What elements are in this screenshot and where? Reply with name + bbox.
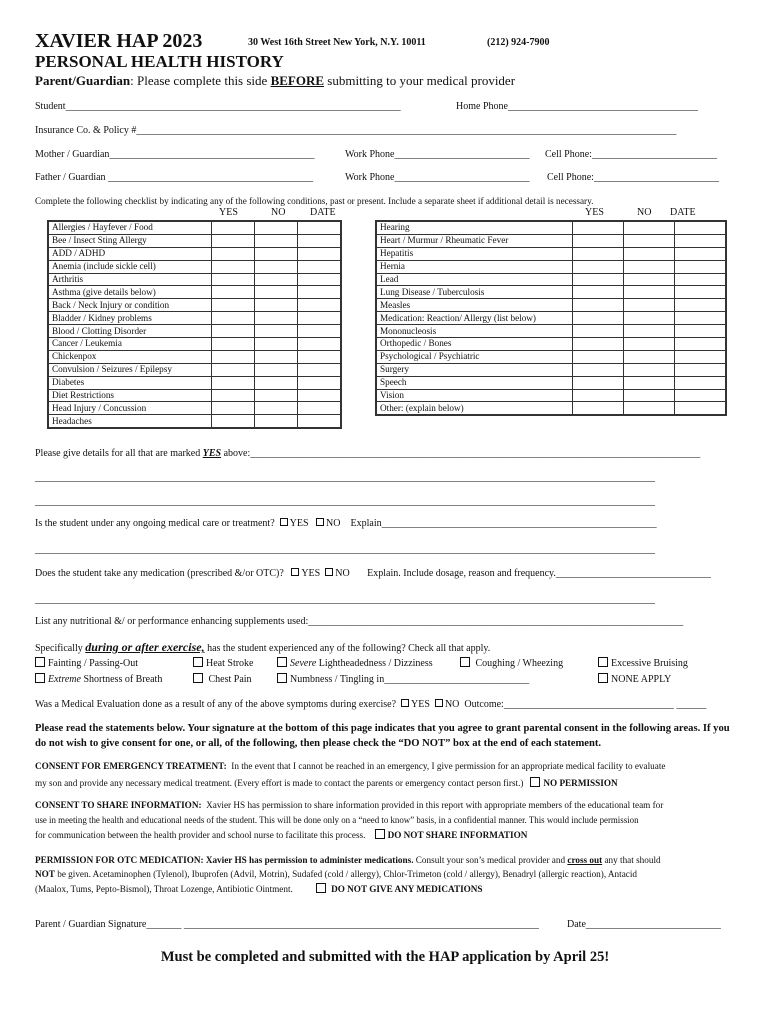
left-row [48, 415, 341, 428]
right-row [376, 363, 726, 376]
details-tail: above: [221, 448, 251, 459]
exercise-emph: during or after exercise, [85, 640, 205, 654]
instruction-lead: Parent/Guardian [35, 73, 131, 88]
left-date-cell[interactable] [298, 338, 342, 351]
do-not-share-label: DO NOT SHARE INFORMATION [387, 830, 528, 840]
left-row [48, 389, 341, 402]
right-row [376, 325, 726, 338]
right-no-cell[interactable] [624, 389, 675, 402]
right-col-date: DATE [670, 207, 696, 218]
right-row [376, 312, 726, 325]
left-row [48, 325, 341, 338]
right-row [376, 234, 726, 247]
home-phone-field[interactable]: Home Phone______________________________________ [456, 101, 698, 112]
right-no-cell[interactable] [624, 402, 675, 415]
right-row [376, 273, 726, 286]
right-date-cell[interactable] [675, 234, 727, 247]
otc-body1b: any that should [602, 855, 661, 865]
left-condition-label: Diet Restrictions [48, 389, 212, 402]
option-shortness[interactable] [35, 673, 162, 685]
no-permission-label: NO PERMISSION [543, 778, 618, 788]
right-condition-label: Heart / Murmur / Rheumatic Fever [376, 234, 573, 247]
cell-phone-label: Cell Phone: [547, 172, 594, 183]
exercise-tail: has the student experienced any of the following? Check all that apply. [204, 643, 491, 654]
right-no-cell[interactable] [624, 350, 675, 363]
checkbox-icon[interactable] [598, 673, 608, 683]
left-no-cell[interactable] [255, 234, 298, 247]
ongoing-care-question: Is the student under any ongoing medical care or treatment? [35, 518, 275, 529]
medication-question: Does the student take any medication (prescribed &/or OTC)? [35, 568, 284, 579]
details-emph: YES [202, 448, 222, 459]
option-severe-label: Lightheadedness / Dizziness [316, 658, 433, 669]
left-condition-label: Cancer / Leukemia [48, 338, 212, 351]
right-yes-cell[interactable] [573, 350, 624, 363]
ongoing-yes-checkbox[interactable] [280, 518, 288, 526]
left-yes-cell[interactable] [212, 389, 255, 402]
left-conditions-table [47, 220, 342, 429]
left-date-cell[interactable] [298, 260, 342, 273]
left-date-cell[interactable] [298, 325, 342, 338]
left-condition-label: Bee / Insect Sting Allergy [48, 234, 212, 247]
medication-no-label: NO [335, 568, 350, 579]
exercise-question [35, 640, 490, 655]
otc-cross-out: cross out [567, 855, 603, 865]
right-condition-label: Psychological / Psychiatric [376, 350, 573, 363]
right-row [376, 299, 726, 312]
option-numbness[interactable]: Numbness / Tingling in_____________________________ [277, 673, 529, 685]
left-date-cell[interactable] [298, 376, 342, 389]
left-condition-label: Asthma (give details below) [48, 286, 212, 299]
emergency-title: CONSENT FOR EMERGENCY TREATMENT: [35, 761, 227, 771]
left-date-cell[interactable] [298, 286, 342, 299]
ongoing-explain-input[interactable]: _______________________________________________________ [381, 518, 657, 529]
left-no-cell[interactable] [255, 325, 298, 338]
medication-yes-checkbox[interactable] [291, 568, 299, 576]
option-lightheadedness[interactable] [277, 657, 433, 669]
medication-line-2[interactable]: ____________________________________________________________________________________________________________________________ [35, 594, 655, 605]
otc-body1c: be given. Acetaminophen (Tylenol), Ibuprofen (Advil, Motrin), Sudafed (cold / allergy), Chlor-Trimeton (cold / allergy), Benadryl (allergic reaction), Antacid [54, 869, 638, 879]
right-condition-label: Mononucleosis [376, 325, 573, 338]
option-chest-label: Chest Pain [208, 674, 252, 685]
right-yes-cell[interactable] [573, 363, 624, 376]
do-not-share-checkbox[interactable] [375, 829, 385, 839]
right-yes-cell[interactable] [573, 389, 624, 402]
exercise-lead: Specifically [35, 643, 86, 654]
right-condition-label: Hernia [376, 260, 573, 273]
left-no-cell[interactable] [255, 338, 298, 351]
right-condition-label: Measles [376, 299, 573, 312]
instruction-tail: submitting to your medical provider [324, 73, 516, 88]
checkbox-icon[interactable] [35, 657, 45, 667]
medication-explain-label: Explain. Include dosage, reason and frequency. [367, 568, 556, 579]
option-bruising[interactable] [598, 657, 688, 669]
left-no-cell[interactable] [255, 221, 298, 234]
checkbox-icon[interactable] [277, 657, 287, 667]
right-condition-label: Vision [376, 389, 573, 402]
checkbox-icon[interactable] [598, 657, 608, 667]
right-yes-cell[interactable] [573, 234, 624, 247]
left-no-cell[interactable] [255, 247, 298, 260]
right-date-cell[interactable] [675, 273, 727, 286]
left-row [48, 402, 341, 415]
evaluation-row [35, 699, 706, 710]
right-no-cell[interactable] [624, 247, 675, 260]
right-date-cell[interactable] [675, 221, 727, 234]
left-date-cell[interactable] [298, 415, 342, 428]
right-no-cell[interactable] [624, 260, 675, 273]
left-row [48, 273, 341, 286]
left-row [48, 312, 341, 325]
right-date-cell[interactable] [675, 363, 727, 376]
left-date-cell[interactable] [298, 234, 342, 247]
work-phone-label: Work Phone [345, 149, 395, 160]
details-field[interactable]: Please give details for all that are marked YES above:__________________________________________________________________________________________ [35, 448, 701, 459]
left-yes-cell[interactable] [212, 221, 255, 234]
right-condition-label: Surgery [376, 363, 573, 376]
right-no-cell[interactable] [624, 363, 675, 376]
left-date-cell[interactable] [298, 299, 342, 312]
right-no-cell[interactable] [624, 312, 675, 325]
insurance-field[interactable]: Insurance Co. & Policy #____________________________________________________________________________________________________________ [35, 125, 677, 136]
right-row [376, 221, 726, 234]
option-none-label: NONE APPLY [611, 674, 672, 685]
option-coughing-label: Coughing / Wheezing [475, 658, 564, 669]
right-date-cell[interactable] [675, 350, 727, 363]
left-no-cell[interactable] [255, 415, 298, 428]
consent-share-line2 [35, 815, 639, 825]
right-condition-label: Other: (explain below) [376, 402, 573, 415]
mother-label: Mother / Guardian [35, 149, 110, 160]
left-condition-label: Diabetes [48, 376, 212, 389]
left-col-date: DATE [310, 207, 336, 218]
evaluation-no-checkbox[interactable] [435, 699, 443, 707]
mother-cell-phone-field[interactable]: Cell Phone:_________________________ [545, 149, 717, 160]
consent-intro: Please read the statements below. Your signature at the bottom of this page indicates that you agree to grant parental consent in the following areas. If you do not wish to give consent for one, or all, of the following, then please check the “DO NOT” box at the end of each statement. [35, 723, 730, 749]
right-col-yes: YES [585, 207, 604, 218]
left-yes-cell[interactable] [212, 325, 255, 338]
ongoing-no-checkbox[interactable] [316, 518, 324, 526]
left-condition-label: Convulsion / Seizures / Epilepsy [48, 363, 212, 376]
no-permission-checkbox[interactable] [530, 777, 540, 787]
right-date-cell[interactable] [675, 247, 727, 260]
right-no-cell[interactable] [624, 376, 675, 389]
details-line-2[interactable]: ____________________________________________________________________________________________________________________________ [35, 472, 655, 483]
consent-emergency-line1 [35, 761, 665, 771]
option-severe-emph: Severe [290, 658, 317, 669]
father-cell-phone-field[interactable]: Cell Phone:_________________________ [547, 172, 719, 183]
right-date-cell[interactable] [675, 312, 727, 325]
otc-body2: (Maalox, Tums, Pepto-Bismol), Throat Lozenge, Antibiotic Ointment. [35, 884, 293, 894]
details-lead: Please give details for all that are marked [35, 448, 203, 459]
left-row [48, 376, 341, 389]
medication-yes-label: YES [301, 568, 321, 579]
supplements-label: List any nutritional &/ or performance enhancing supplements used: [35, 616, 309, 627]
student-field[interactable]: Student___________________________________________________________________ [35, 101, 401, 112]
left-yes-cell[interactable] [212, 234, 255, 247]
left-yes-cell[interactable] [212, 376, 255, 389]
right-condition-label: Hepatitis [376, 247, 573, 260]
signature-label: Parent / Guardian Signature [35, 919, 147, 930]
right-row [376, 247, 726, 260]
left-row [48, 260, 341, 273]
right-yes-cell[interactable] [573, 299, 624, 312]
home-phone-label: Home Phone [456, 101, 508, 112]
consent-otc-line1 [35, 855, 661, 865]
cell-phone-label: Cell Phone: [545, 149, 592, 160]
evaluation-outcome-input[interactable]: __________________________________ ______ [503, 699, 707, 710]
left-row [48, 247, 341, 260]
right-col-no: NO [637, 207, 652, 218]
left-date-cell[interactable] [298, 363, 342, 376]
left-col-no: NO [271, 207, 286, 218]
father-field[interactable]: Father / Guardian _________________________________________ [35, 172, 314, 183]
left-condition-label: Back / Neck Injury or condition [48, 299, 212, 312]
medication-row [35, 568, 711, 579]
left-condition-label: Allergies / Hayfever / Food [48, 221, 212, 234]
right-yes-cell[interactable] [573, 247, 624, 260]
mother-work-phone-field[interactable]: Work Phone___________________________ [345, 149, 530, 160]
checkbox-icon[interactable] [35, 673, 45, 683]
option-chest-pain[interactable] [193, 673, 252, 685]
checklist-instruction: Complete the following checklist by indicating any of the following conditions, past or present. Include a separate sheet if additional detail is necessary. [35, 196, 594, 206]
right-date-cell[interactable] [675, 338, 727, 351]
do-not-give-checkbox[interactable] [316, 883, 326, 893]
student-label: Student [35, 101, 66, 112]
mother-field[interactable]: Mother / Guardian_________________________________________ [35, 149, 315, 160]
supplements-field[interactable]: List any nutritional &/ or performance enhancing supplements used:___________________________________________________________________________ [35, 616, 684, 627]
otc-not: NOT [35, 869, 55, 879]
right-yes-cell[interactable] [573, 402, 624, 415]
work-phone-label: Work Phone [345, 172, 395, 183]
right-yes-cell[interactable] [573, 338, 624, 351]
right-condition-label: Lung Disease / Tuberculosis [376, 286, 573, 299]
left-yes-cell[interactable] [212, 273, 255, 286]
right-row [376, 389, 726, 402]
left-condition-label: Bladder / Kidney problems [48, 312, 212, 325]
left-row [48, 299, 341, 312]
insurance-label: Insurance Co. & Policy # [35, 125, 137, 136]
right-date-cell[interactable] [675, 376, 727, 389]
consent-emergency-line2 [35, 777, 618, 788]
right-row [376, 402, 726, 415]
consent-share-line1 [35, 800, 663, 810]
left-yes-cell[interactable] [212, 415, 255, 428]
otc-body1a: Consult your son’s medical provider and [413, 855, 568, 865]
evaluation-no-label: NO [444, 699, 460, 710]
right-row [376, 286, 726, 299]
share-body3: for communication between the health provider and school nurse to facilitate this process. [35, 830, 366, 840]
ongoing-no-label: NO [326, 518, 341, 529]
right-date-cell[interactable] [675, 389, 727, 402]
school-phone: (212) 924-7900 [487, 37, 550, 48]
right-no-cell[interactable] [624, 273, 675, 286]
right-no-cell[interactable] [624, 221, 675, 234]
otc-title: PERMISSION FOR OTC MEDICATION: Xavier HS has permission to administer medications. [35, 855, 414, 865]
option-none-apply[interactable] [598, 673, 671, 685]
consent-share-line3 [35, 829, 527, 840]
checkbox-icon[interactable] [193, 673, 203, 683]
instruction-emph: BEFORE [270, 73, 325, 88]
form-title: XAVIER HAP 2023 [35, 30, 203, 52]
ongoing-explain-label: Explain [350, 518, 382, 529]
right-no-cell[interactable] [624, 325, 675, 338]
signature-field[interactable]: Parent / Guardian Signature_______ _______________________________________________________________________ [35, 919, 539, 930]
right-row [376, 260, 726, 273]
right-date-cell[interactable] [675, 325, 727, 338]
left-no-cell[interactable] [255, 402, 298, 415]
left-no-cell[interactable] [255, 376, 298, 389]
option-coughing[interactable] [460, 657, 563, 669]
option-numbness-label: Numbness / Tingling in [290, 674, 385, 685]
father-work-phone-field[interactable]: Work Phone___________________________ [345, 172, 530, 183]
left-yes-cell[interactable] [212, 312, 255, 325]
left-condition-label: Headaches [48, 415, 212, 428]
right-date-cell[interactable] [675, 260, 727, 273]
left-date-cell[interactable] [298, 221, 342, 234]
share-body1: Xavier HS has permission to share information provided in this report with appropriate members of the educational team for [206, 800, 664, 810]
father-label: Father / Guardian [35, 172, 109, 183]
left-no-cell[interactable] [255, 363, 298, 376]
left-date-cell[interactable] [298, 312, 342, 325]
emergency-body1: In the event that I cannot be reached in an emergency, I give permission for an appropriate medical facility to evaluate [231, 761, 666, 771]
consent-otc-line3 [35, 883, 483, 894]
right-yes-cell[interactable] [573, 273, 624, 286]
checkbox-icon[interactable] [193, 657, 203, 667]
option-extreme-emph: Extreme [48, 674, 81, 685]
left-row [48, 221, 341, 234]
left-no-cell[interactable] [255, 299, 298, 312]
date-field[interactable]: Date___________________________ [567, 919, 721, 930]
right-date-cell[interactable] [675, 286, 727, 299]
left-yes-cell[interactable] [212, 286, 255, 299]
right-date-cell[interactable] [675, 402, 727, 415]
form-subtitle: PERSONAL HEALTH HISTORY [35, 52, 284, 71]
left-no-cell[interactable] [255, 286, 298, 299]
evaluation-yes-label: YES [411, 699, 430, 710]
option-heat-label: Heat Stroke [206, 658, 254, 669]
medication-no-checkbox[interactable] [325, 568, 333, 576]
left-yes-cell[interactable] [212, 247, 255, 260]
left-no-cell[interactable] [255, 273, 298, 286]
right-yes-cell[interactable] [573, 286, 624, 299]
option-bruising-label: Excessive Bruising [611, 658, 688, 669]
option-heat-stroke[interactable] [193, 657, 254, 669]
parent-instruction [35, 73, 515, 89]
share-title: CONSENT TO SHARE INFORMATION: [35, 800, 202, 810]
left-condition-label: Head Injury / Concussion [48, 402, 212, 415]
consent-otc-line2 [35, 869, 637, 879]
ongoing-yes-label: YES [289, 518, 309, 529]
right-yes-cell[interactable] [573, 312, 624, 325]
right-row [376, 376, 726, 389]
option-fainting[interactable] [35, 657, 138, 669]
right-condition-label: Hearing [376, 221, 573, 234]
school-address: 30 West 16th Street New York, N.Y. 10011 [248, 37, 426, 48]
right-no-cell[interactable] [624, 286, 675, 299]
evaluation-question: Was a Medical Evaluation done as a result of any of the above symptoms during exercise? [35, 699, 397, 710]
left-no-cell[interactable] [255, 260, 298, 273]
right-date-cell[interactable] [675, 299, 727, 312]
right-yes-cell[interactable] [573, 221, 624, 234]
ongoing-line-2[interactable]: ____________________________________________________________________________________________________________________________ [35, 544, 655, 555]
left-no-cell[interactable] [255, 312, 298, 325]
right-yes-cell[interactable] [573, 376, 624, 389]
left-yes-cell[interactable] [212, 402, 255, 415]
right-yes-cell[interactable] [573, 260, 624, 273]
left-no-cell[interactable] [255, 350, 298, 363]
left-condition-label: Arthritis [48, 273, 212, 286]
checkbox-icon[interactable] [460, 657, 470, 667]
left-date-cell[interactable] [298, 247, 342, 260]
evaluation-outcome-label: Outcome: [464, 699, 504, 710]
right-row [376, 350, 726, 363]
left-row [48, 350, 341, 363]
left-date-cell[interactable] [298, 273, 342, 286]
left-row [48, 338, 341, 351]
share-body2: use in meeting the health and educational needs of the student. This will be done only on a “need to know” basis, in a confidential manner. This would include permission [35, 815, 639, 825]
instruction-mid: : Please complete this side [130, 73, 271, 88]
left-no-cell[interactable] [255, 389, 298, 402]
right-no-cell[interactable] [624, 338, 675, 351]
left-row [48, 363, 341, 376]
option-fainting-label: Fainting / Passing-Out [48, 658, 139, 669]
evaluation-yes-checkbox[interactable] [401, 699, 409, 707]
date-label: Date [567, 919, 586, 930]
medication-explain-input[interactable]: _______________________________ [555, 568, 711, 579]
left-row [48, 286, 341, 299]
left-yes-cell[interactable] [212, 260, 255, 273]
left-condition-label: Chickenpox [48, 350, 212, 363]
left-condition-label: Anemia (include sickle cell) [48, 260, 212, 273]
footer-deadline: Must be completed and submitted with the HAP application by April 25! [160, 949, 610, 965]
left-yes-cell[interactable] [212, 299, 255, 312]
left-date-cell[interactable] [298, 402, 342, 415]
checkbox-icon[interactable] [277, 673, 287, 683]
right-no-cell[interactable] [624, 234, 675, 247]
right-condition-label: Medication: Reaction/ Allergy (list below) [376, 312, 573, 325]
right-condition-label: Orthopedic / Bones [376, 338, 573, 351]
right-condition-label: Speech [376, 376, 573, 389]
left-yes-cell[interactable] [212, 363, 255, 376]
do-not-give-label: DO NOT GIVE ANY MEDICATIONS [331, 884, 483, 894]
left-row [48, 234, 341, 247]
right-row [376, 338, 726, 351]
right-yes-cell[interactable] [573, 325, 624, 338]
right-conditions-table [375, 220, 727, 416]
details-line-3[interactable]: ____________________________________________________________________________________________________________________________ [35, 496, 655, 507]
left-date-cell[interactable] [298, 350, 342, 363]
emergency-body2: my son and provide any necessary medical treatment. (Every effort is made to contact the parents or emergency contact person first.) [35, 778, 524, 788]
ongoing-care-row [35, 518, 657, 529]
left-condition-label: ADD / ADHD [48, 247, 212, 260]
left-date-cell[interactable] [298, 389, 342, 402]
left-condition-label: Blood / Clotting Disorder [48, 325, 212, 338]
left-yes-cell[interactable] [212, 350, 255, 363]
option-extreme-label: Shortness of Breath [80, 674, 163, 685]
right-no-cell[interactable] [624, 299, 675, 312]
left-yes-cell[interactable] [212, 338, 255, 351]
right-condition-label: Lead [376, 273, 573, 286]
left-col-yes: YES [219, 207, 238, 218]
